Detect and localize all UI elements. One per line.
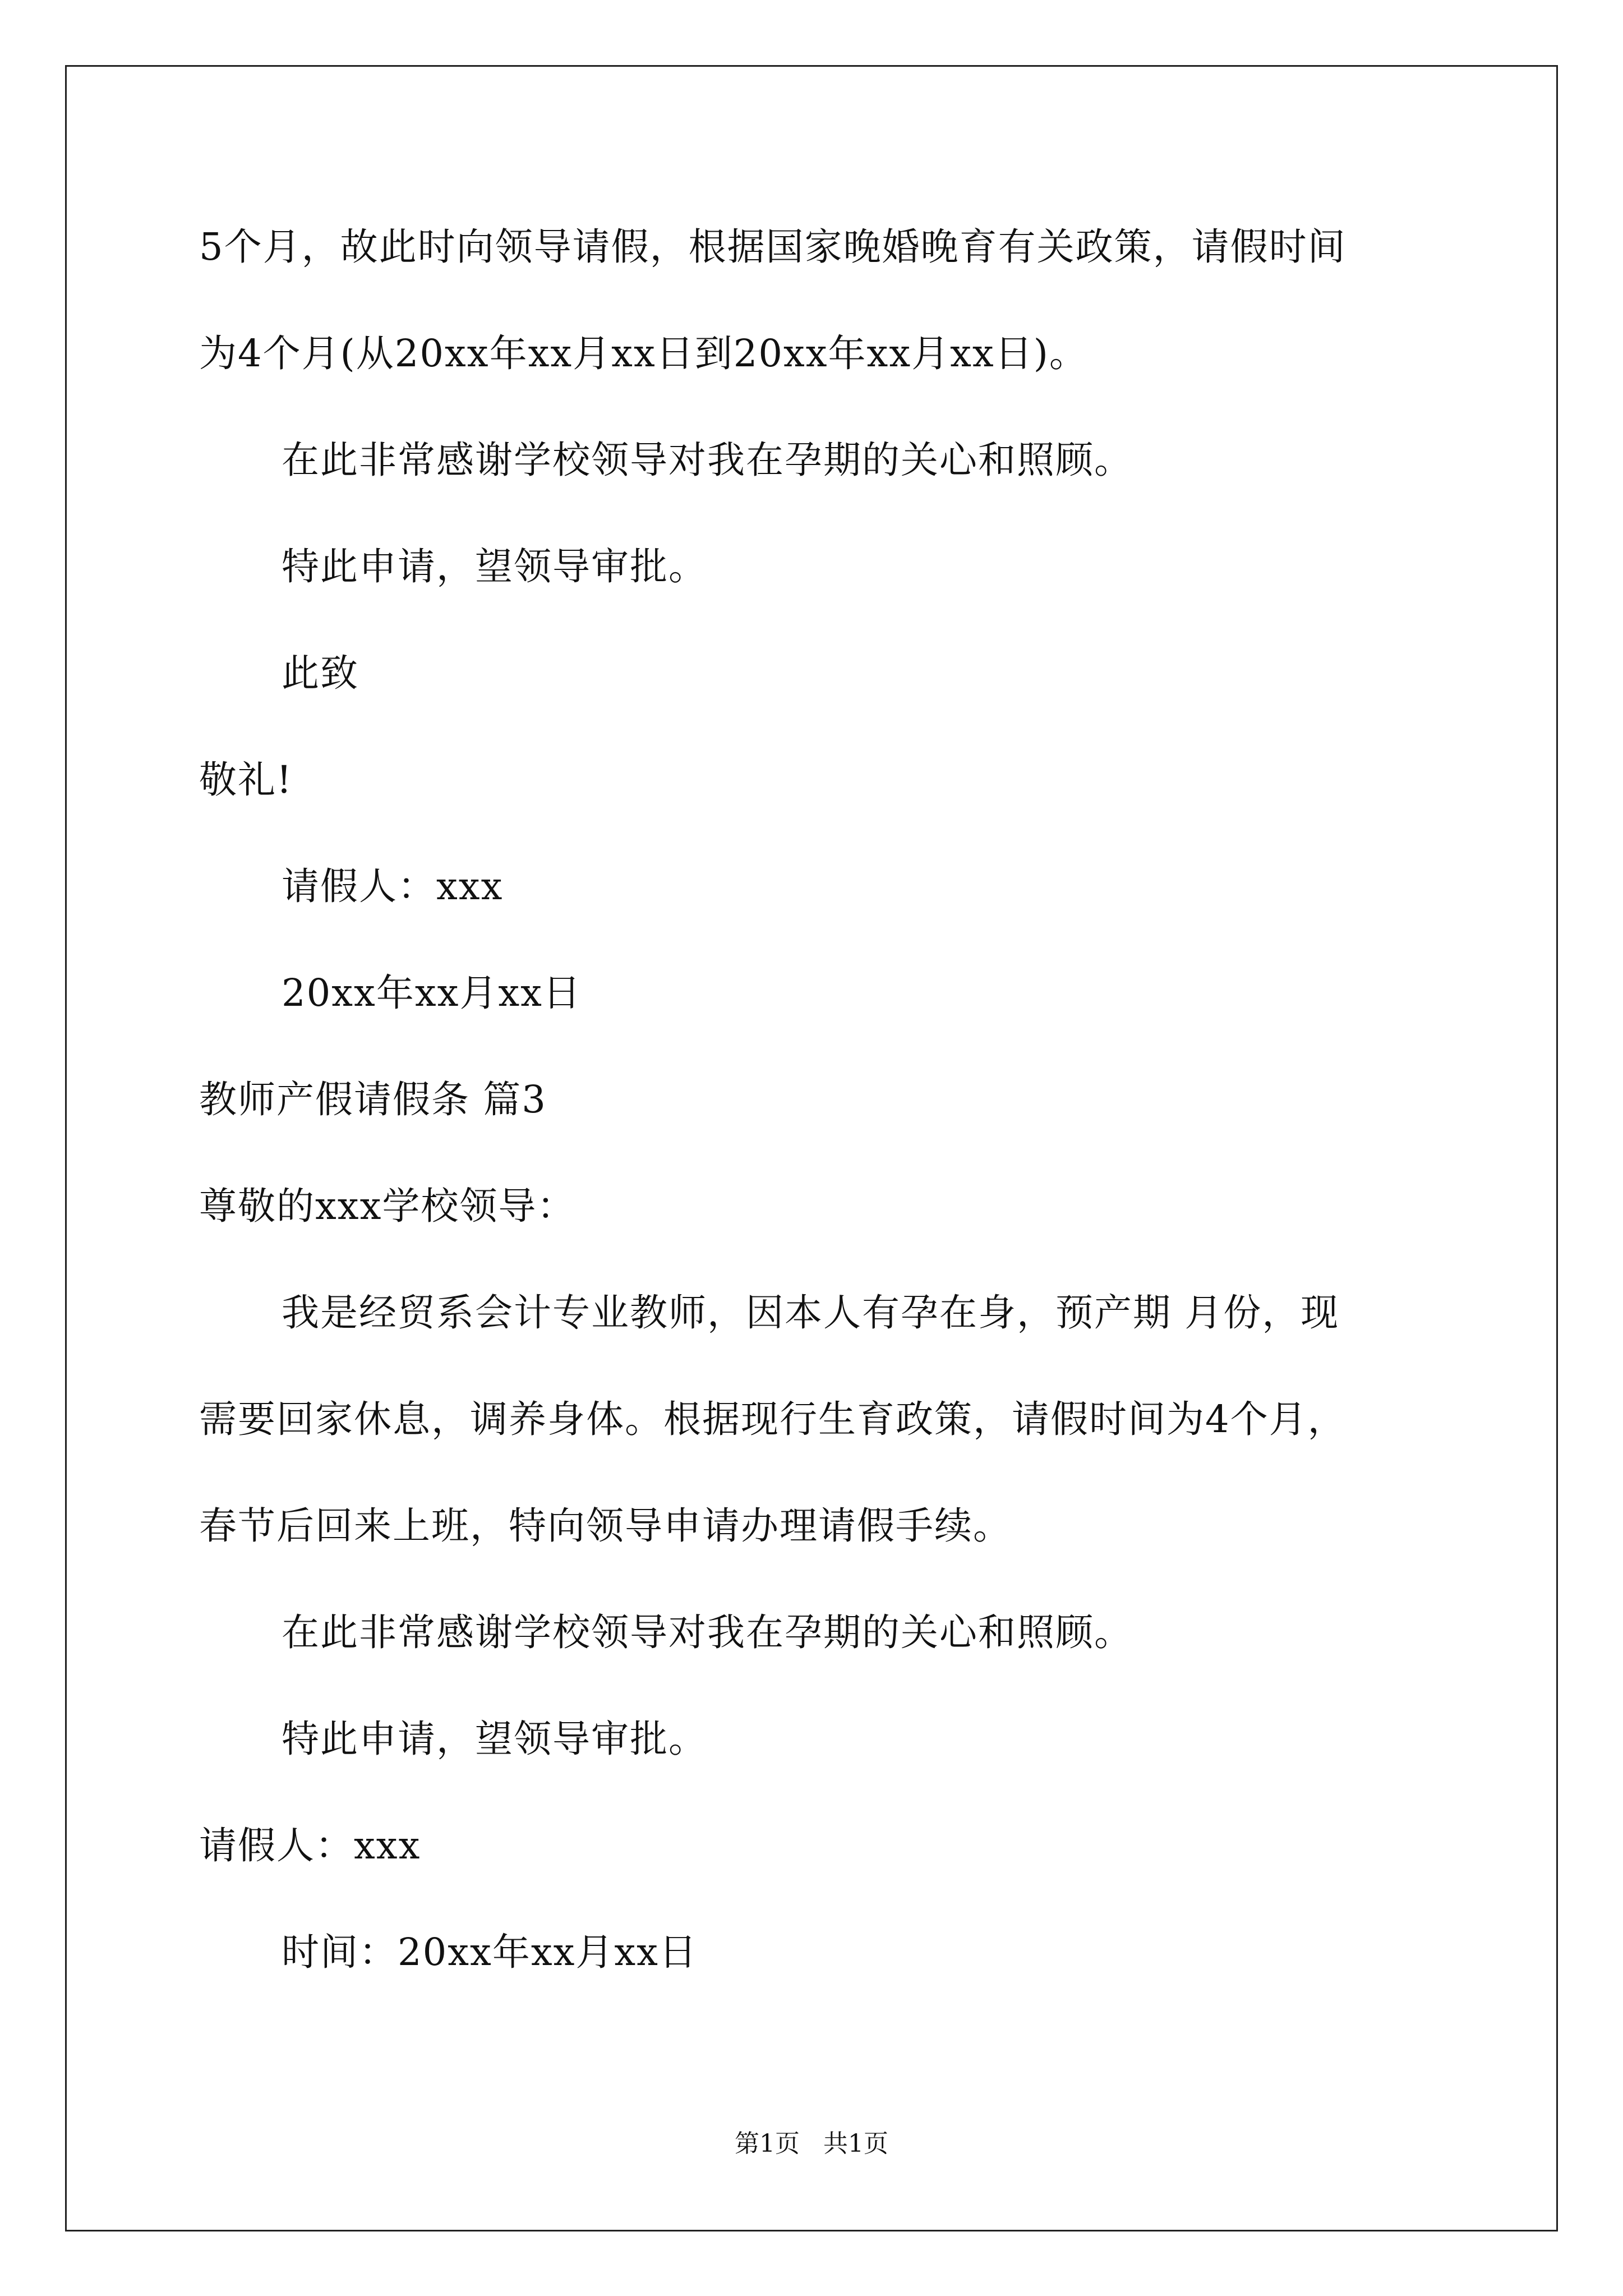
text-line: 特此申请，望领导审批。	[282, 1717, 707, 1761]
text-line: 在此非常感谢学校领导对我在孕期的关心和照顾。	[282, 1611, 1133, 1654]
applicant-name: 请假人：xxx	[199, 1824, 421, 1867]
section-title: 教师产假请假条 篇3	[199, 1078, 547, 1121]
date-line: 20xx年xx月xx日	[282, 971, 582, 1015]
text-line: 春节后回来上班，特向领导申请办理请假手续。	[199, 1504, 1012, 1548]
text-line: 我是经贸系会计专业教师，因本人有孕在身，预产期 月份，现	[282, 1291, 1340, 1335]
text-line: 为4个月(从20xx年xx月xx日到20xx年xx月xx日)。	[199, 332, 1088, 375]
salutation: 敬礼!	[199, 758, 293, 802]
page-border	[65, 65, 1558, 2231]
text-line: 在此非常感谢学校领导对我在孕期的关心和照顾。	[282, 438, 1133, 482]
greeting: 尊敬的xxx学校领导：	[199, 1184, 576, 1228]
applicant-name: 请假人：xxx	[282, 864, 504, 908]
closing-phrase: 此致	[282, 651, 359, 695]
page-footer: 第1页 共1页	[735, 2129, 888, 2158]
text-line: 5个月，故此时向领导请假，根据国家晚婚晚育有关政策，请假时间	[199, 225, 1347, 269]
date-line: 时间：20xx年xx月xx日	[282, 1930, 698, 1974]
text-line: 需要回家休息，调养身体。根据现行生育政策，请假时间为4个月，	[199, 1397, 1347, 1441]
text-line: 特此申请，望领导审批。	[282, 545, 707, 588]
